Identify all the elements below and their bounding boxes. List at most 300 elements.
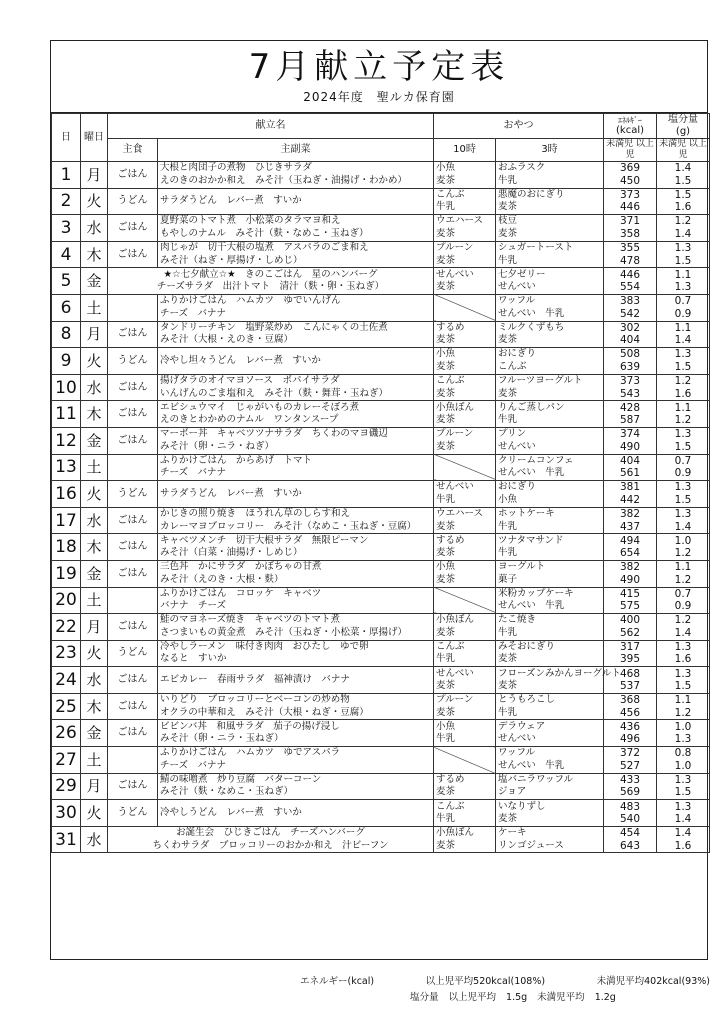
- snack10-cell: [434, 268, 496, 295]
- weekday-cell: 水: [81, 667, 108, 694]
- salt-under-label: 未満児平均: [537, 992, 585, 1003]
- day-cell: 8: [52, 321, 81, 348]
- weekday-cell: 木: [81, 401, 108, 428]
- snack-item: シュガートースト: [498, 242, 574, 254]
- energy-value: 436: [619, 720, 641, 733]
- staple-cell: うどん: [108, 800, 158, 827]
- snack3-cell: [496, 215, 604, 242]
- snack10-cell: [434, 348, 496, 375]
- snack-item: せんべい 牛乳: [498, 467, 565, 479]
- header-weekday: 曜日: [81, 114, 108, 162]
- snack3-cell: [496, 587, 604, 614]
- salt-value: 1.5: [674, 174, 692, 187]
- snack-item: ツナタマサンド: [498, 534, 564, 546]
- main-dish-cell: [158, 640, 434, 667]
- salt-value: 1.3: [674, 508, 692, 521]
- snack-item: 麦茶: [498, 653, 518, 665]
- snack3-cell: [496, 720, 604, 747]
- snack-item: フローズンみかんヨーグルト: [498, 667, 621, 679]
- energy-value: 450: [619, 174, 641, 187]
- energy-cell: [604, 188, 657, 215]
- header-salt-unit: (g): [675, 126, 691, 137]
- main-dish-line: ふりかけごはん コロッケ キャベツ: [160, 587, 322, 599]
- main-dish-cell: [158, 188, 434, 215]
- main-dish-line: えのきとわかめのナムル ワンタンスープ: [160, 414, 339, 426]
- snack10-cell: [434, 826, 496, 853]
- main-dish-line: チーズ バナナ: [160, 307, 227, 319]
- energy-value: 542: [619, 307, 641, 320]
- day-cell: 13: [52, 454, 81, 481]
- main-dish-line: キャベツメンチ 切干大根サラダ 無限ピーマン: [160, 534, 369, 546]
- header-main: 主副菜: [158, 139, 434, 162]
- menu-row: [52, 534, 710, 561]
- energy-value: 554: [619, 281, 641, 294]
- salt-value: 1.3: [674, 773, 692, 786]
- staple-cell: ごはん: [108, 693, 158, 720]
- snack10-cell: [434, 162, 496, 189]
- menu-row: [52, 481, 710, 508]
- snack-item: 麦茶: [436, 839, 456, 851]
- snack-item: おふラスク: [498, 162, 546, 174]
- snack3-cell: [496, 614, 604, 641]
- energy-value: 478: [619, 254, 641, 267]
- snack-item: 麦茶: [498, 201, 518, 213]
- snack10-cell: [434, 188, 496, 215]
- snack-item: フルーツヨーグルト: [498, 375, 583, 387]
- weekday-cell: 火: [81, 640, 108, 667]
- energy-value: 540: [619, 813, 641, 826]
- snack3-cell: [496, 454, 604, 481]
- energy-value: 643: [619, 839, 641, 852]
- snack-item: 牛乳: [498, 254, 518, 266]
- main-dish-line: えのきのおかか和え みそ汁（玉ねぎ・油揚げ・わかめ）: [160, 174, 408, 186]
- snack-item: 牛乳: [498, 520, 518, 532]
- menu-row: [52, 640, 710, 667]
- energy-cell: [604, 401, 657, 428]
- snack-item: せんべい 牛乳: [498, 600, 565, 612]
- snack-item: 麦茶: [436, 440, 456, 452]
- snack3-cell: [496, 268, 604, 295]
- day-cell: 29: [52, 773, 81, 800]
- snack-item: 牛乳: [436, 493, 456, 505]
- snack3-cell: [496, 693, 604, 720]
- weekday-cell: 金: [81, 268, 108, 295]
- snack-item: おにぎり: [498, 348, 537, 360]
- salt-cell: [657, 481, 710, 508]
- snack-item: せんべい: [498, 733, 536, 745]
- energy-cell: [604, 747, 657, 774]
- header-energy: [604, 114, 657, 139]
- snack3-cell: [496, 534, 604, 561]
- snack-item: とうもろこし: [498, 694, 556, 706]
- salt-value: 1.0: [674, 720, 692, 733]
- main-dish-line: エビカレー 春雨サラダ 福神漬け バナナ: [160, 673, 350, 685]
- staple-cell: ごはん: [108, 215, 158, 242]
- main-dish-line: なると すいか: [160, 653, 227, 665]
- energy-value: 456: [619, 706, 641, 719]
- energy-value: 437: [619, 520, 641, 533]
- salt-cell: [657, 614, 710, 641]
- snack-item: 麦茶: [436, 786, 456, 798]
- salt-value: 1.6: [674, 839, 692, 852]
- main-dish-line: さつまいもの黄金煮 みそ汁（玉ねぎ・小松菜・厚揚げ）: [160, 626, 408, 638]
- snack-item: ヨーグルト: [498, 561, 546, 573]
- salt-value: 1.2: [674, 414, 692, 427]
- snack-item: ワッフル: [498, 747, 536, 759]
- snack-item: プルーン: [436, 242, 474, 254]
- weekday-cell: 火: [81, 188, 108, 215]
- snack-item: ウエハース: [436, 215, 484, 227]
- snack10-cell-empty: [434, 454, 496, 481]
- snack-item: 小魚ぼん: [436, 827, 475, 839]
- salt-value: 1.3: [674, 667, 692, 680]
- salt-value: 1.1: [674, 401, 692, 414]
- menu-row: [52, 268, 710, 295]
- snack-item: 牛乳: [436, 733, 456, 745]
- snack3-cell: [496, 773, 604, 800]
- main-dish-line: 冷やし坦々うどん レバー煮 すいか: [160, 354, 321, 366]
- snack-item: デラウェア: [498, 720, 546, 732]
- main-dish-cell: [158, 507, 434, 534]
- header-snack: おやつ: [434, 114, 604, 139]
- weekday-cell: 木: [81, 693, 108, 720]
- salt-value: 1.5: [674, 493, 692, 506]
- staple-cell: ごはん: [108, 507, 158, 534]
- energy-value: 527: [619, 759, 641, 772]
- main-dish-cell: [158, 614, 434, 641]
- energy-value: 433: [619, 773, 641, 786]
- snack10-cell: [434, 560, 496, 587]
- page-title: 7月献立予定表: [248, 47, 510, 87]
- snack-item: 麦茶: [498, 387, 518, 399]
- snack10-cell: [434, 534, 496, 561]
- menu-row: [52, 374, 710, 401]
- snack-item: 麦茶: [498, 227, 518, 239]
- header-salt-sub: 未満児 以上児: [657, 139, 710, 162]
- snack-item: せんべい 牛乳: [498, 307, 565, 319]
- main-dish-line: ふりかけごはん からあげ トマト: [160, 454, 313, 466]
- staple-cell: ごはん: [108, 534, 158, 561]
- weekday-cell: 金: [81, 720, 108, 747]
- main-dish-line: みそ汁（白菜・油揚げ・しめじ）: [160, 547, 303, 559]
- day-cell: 5: [52, 268, 81, 295]
- main-dish-cell: [158, 560, 434, 587]
- snack-item: 麦茶: [436, 227, 456, 239]
- snack-item: 悪魔のおにぎり: [498, 188, 565, 200]
- snack-item: 牛乳: [498, 706, 518, 718]
- snack-item: クリームコンフェ: [498, 454, 574, 466]
- main-dish-cell: [158, 773, 434, 800]
- header-day: 日: [52, 114, 81, 162]
- energy-value: 543: [619, 387, 641, 400]
- main-dish-line: いんげんのごま塩和え みそ汁（麩・舞茸・玉ねぎ）: [160, 387, 389, 399]
- staple-cell: ごはん: [108, 667, 158, 694]
- energy-cell: [604, 215, 657, 242]
- salt-over-label: 以上児平均: [448, 992, 497, 1003]
- snack-item: 枝豆: [498, 215, 518, 227]
- day-cell: 3: [52, 215, 81, 242]
- energy-cell: [604, 614, 657, 641]
- snack-item: プリン: [498, 428, 527, 440]
- day-cell: 26: [52, 720, 81, 747]
- main-dish-line: 大根と肉団子の煮物 ひじきサラダ: [160, 162, 312, 174]
- main-dish-line: ★☆七夕献立☆★ きのこごはん 星のハンバーグ: [163, 268, 378, 280]
- main-dish-cell: [158, 348, 434, 375]
- staple-cell: ごはん: [108, 614, 158, 641]
- snack-item: 麦茶: [436, 520, 456, 532]
- snack-item: するめ: [436, 321, 465, 333]
- day-cell: 11: [52, 401, 81, 428]
- snack3-cell: [496, 800, 604, 827]
- snack-item: 七夕ゼリー: [498, 268, 546, 280]
- snack3-cell: [496, 427, 604, 454]
- salt-value: 1.0: [674, 759, 692, 772]
- day-cell: 31: [52, 826, 81, 853]
- main-dish-cell: [158, 747, 434, 774]
- menu-rows: [52, 162, 710, 853]
- main-dish-cell: [158, 454, 434, 481]
- salt-cell: [657, 534, 710, 561]
- snack10-cell-empty: [434, 747, 496, 774]
- snack10-cell: [434, 321, 496, 348]
- energy-value: 446: [619, 201, 641, 214]
- weekday-cell: 月: [81, 321, 108, 348]
- salt-value: 1.4: [674, 334, 692, 347]
- snack-item: プルーン: [436, 428, 474, 440]
- salt-cell: [657, 640, 710, 667]
- energy-value: 428: [619, 401, 641, 414]
- weekday-cell: 土: [81, 747, 108, 774]
- main-dish-cell: [158, 374, 434, 401]
- snack-item: 小魚ぼん: [436, 614, 475, 626]
- snack3-cell: [496, 294, 604, 321]
- snack10-cell: [434, 720, 496, 747]
- energy-value: 537: [619, 680, 641, 693]
- menu-row: [52, 454, 710, 481]
- snack-item: せんべい: [436, 481, 474, 493]
- energy-value: 358: [619, 227, 641, 240]
- main-dish-line: サラダうどん レバー煮 すいか: [160, 487, 302, 499]
- day-cell: 12: [52, 427, 81, 454]
- snack10-cell: [434, 507, 496, 534]
- main-dish-line: タンドリーチキン 塩野菜炒め こんにゃくの土佐煮: [160, 321, 388, 333]
- energy-cell: [604, 720, 657, 747]
- main-dish-line: 肉じゃが 切干大根の塩煮 アスパラのごま和え: [160, 242, 369, 254]
- main-dish-line: 三色丼 かにサラダ かぼちゃの甘煮: [160, 561, 322, 573]
- salt-cell: [657, 215, 710, 242]
- energy-cell: [604, 427, 657, 454]
- salt-cell: [657, 268, 710, 295]
- salt-value: 1.4: [674, 813, 692, 826]
- snack-item: 麦茶: [436, 334, 456, 346]
- salt-cell: [657, 773, 710, 800]
- salt-value: 1.2: [674, 706, 692, 719]
- staple-cell: ごはん: [108, 241, 158, 268]
- salt-cell: [657, 747, 710, 774]
- snack-item: ホットケーキ: [498, 508, 555, 520]
- energy-cell: [604, 481, 657, 508]
- menu-row: [52, 241, 710, 268]
- snack10-cell-empty: [434, 587, 496, 614]
- day-cell: 6: [52, 294, 81, 321]
- main-dish-cell: [158, 720, 434, 747]
- snack-item: 牛乳: [498, 547, 518, 559]
- snack3-cell: [496, 826, 604, 853]
- snack-item: 麦茶: [436, 360, 456, 372]
- energy-value: 382: [619, 561, 641, 574]
- menu-row: [52, 693, 710, 720]
- menu-row: [52, 401, 710, 428]
- header-energy-sub: 未満児 以上児: [604, 139, 657, 162]
- main-dish-line: お誕生会 ひじきごはん チーズハンバーグ: [176, 827, 365, 839]
- main-dish-line: もやしのナムル みそ汁（麩・なめこ・玉ねぎ）: [160, 227, 369, 239]
- main-dish-cell: [158, 587, 434, 614]
- energy-value: 490: [619, 440, 641, 453]
- salt-value: 1.3: [674, 281, 692, 294]
- snack-item: こんぶ: [498, 360, 527, 372]
- snack-item: たこ焼き: [498, 614, 537, 626]
- energy-value: 374: [619, 428, 641, 441]
- snack-item: せんべい 牛乳: [498, 759, 565, 771]
- salt-value: 1.1: [674, 694, 692, 707]
- snack-item: こんぶ: [436, 800, 465, 812]
- menu-row: [52, 321, 710, 348]
- snack3-cell: [496, 374, 604, 401]
- header-menu: 献立名: [108, 114, 434, 139]
- salt-value: 1.3: [674, 428, 692, 441]
- main-dish-cell: [158, 401, 434, 428]
- salt-value: 1.3: [674, 348, 692, 361]
- main-dish-cell: [108, 826, 434, 853]
- energy-cell: [604, 773, 657, 800]
- main-dish-line: 夏野菜のトマト煮 小松菜のタラマヨ和え: [160, 215, 341, 227]
- snack-item: 小魚: [436, 561, 456, 573]
- weekday-cell: 火: [81, 481, 108, 508]
- staple-cell: ごはん: [108, 321, 158, 348]
- menu-row: [52, 348, 710, 375]
- day-cell: 10: [52, 374, 81, 401]
- menu-row: [52, 800, 710, 827]
- header-staple: 主食: [108, 139, 158, 162]
- menu-row: [52, 747, 710, 774]
- main-dish-line: ちくわサラダ ブロッコリーのおかか和え 汁ビーフン: [152, 839, 389, 851]
- snack-item: 麦茶: [436, 706, 456, 718]
- salt-value: 1.3: [674, 800, 692, 813]
- salt-value: 0.8: [674, 747, 692, 760]
- snack-item: こんぶ: [436, 375, 465, 387]
- snack-item: 麦茶: [436, 547, 456, 559]
- main-dish-line: 冷やしうどん レバー煮 すいか: [160, 806, 302, 818]
- menu-row: [52, 507, 710, 534]
- salt-value: 1.4: [674, 520, 692, 533]
- day-cell: 1: [52, 162, 81, 189]
- salt-cell: [657, 667, 710, 694]
- salt-value: 0.7: [674, 587, 692, 600]
- snack-item: 小魚: [436, 162, 456, 174]
- energy-value: 415: [619, 587, 641, 600]
- snack-item: おにぎり: [498, 481, 537, 493]
- snack-item: ウエハース: [436, 508, 484, 520]
- staple-cell: うどん: [108, 188, 158, 215]
- menu-row: [52, 773, 710, 800]
- salt-cell: [657, 188, 710, 215]
- energy-value: 382: [619, 508, 641, 521]
- menu-row: [52, 215, 710, 242]
- salt-value: 1.5: [674, 680, 692, 693]
- salt-value: 0.9: [674, 600, 692, 613]
- main-dish-line: 揚げタラのオイマヨソース ポパイサラダ: [160, 375, 340, 387]
- snack3-cell: [496, 241, 604, 268]
- title-box: [51, 41, 707, 113]
- snack-item: するめ: [436, 773, 465, 785]
- weekday-cell: 金: [81, 560, 108, 587]
- energy-value: 508: [619, 348, 641, 361]
- weekday-cell: 水: [81, 374, 108, 401]
- energy-value: 483: [619, 800, 641, 813]
- main-dish-cell: [158, 321, 434, 348]
- menu-row: [52, 720, 710, 747]
- snack3-cell: [496, 348, 604, 375]
- energy-cell: [604, 348, 657, 375]
- weekday-cell: 水: [81, 826, 108, 853]
- energy-cell: [604, 507, 657, 534]
- main-dish-line: 鮭のマヨネーズ焼き キャベツのトマト煮: [160, 614, 341, 626]
- main-dish-cell: [158, 215, 434, 242]
- energy-value: 404: [619, 454, 641, 467]
- salt-cell: [657, 507, 710, 534]
- energy-value: 494: [619, 534, 641, 547]
- snack10-cell-empty: [434, 294, 496, 321]
- salt-value: 1.5: [674, 440, 692, 453]
- salt-cell: [657, 241, 710, 268]
- energy-value: 561: [619, 467, 641, 480]
- weekday-cell: 火: [81, 348, 108, 375]
- main-dish-line: 鯖の味噌煮 炒り豆腐 バターコーン: [160, 773, 322, 785]
- snack3-cell: [496, 401, 604, 428]
- main-dish-cell: [158, 693, 434, 720]
- snack-item: プルーン: [436, 694, 474, 706]
- day-cell: 24: [52, 667, 81, 694]
- snack-item: 麦茶: [498, 680, 518, 692]
- salt-value: 1.1: [674, 321, 692, 334]
- salt-over-average: 1.5g: [506, 992, 528, 1003]
- snack10-cell: [434, 667, 496, 694]
- snack10-cell: [434, 693, 496, 720]
- snack-item: 小魚ぼん: [436, 401, 475, 413]
- salt-value: 1.3: [674, 640, 692, 653]
- staple-cell: ごはん: [108, 162, 158, 189]
- snack-item: 牛乳: [498, 174, 518, 186]
- snack-item: 菓子: [498, 573, 518, 585]
- staple-cell: [108, 454, 158, 481]
- main-dish-line: チーズサラダ 出汁トマト 清汁（麩・卵・玉ねぎ）: [156, 281, 385, 293]
- snack3-cell: [496, 640, 604, 667]
- salt-value: 0.9: [674, 467, 692, 480]
- weekday-cell: 水: [81, 215, 108, 242]
- snack10-cell: [434, 481, 496, 508]
- snack-item: 小魚: [498, 493, 518, 505]
- salt-value: 1.2: [674, 375, 692, 388]
- main-dish-line: 冷やしラーメン 味付き肉肉 おひたし ゆで卵: [160, 640, 369, 652]
- energy-value: 381: [619, 481, 641, 494]
- main-dish-line: みそ汁（麩・なめこ・玉ねぎ）: [160, 786, 294, 798]
- header-energy-label: ｴﾈﾙｷﾞｰ: [618, 115, 642, 125]
- main-dish-line: バナナ チーズ: [160, 600, 227, 612]
- staple-cell: ごはん: [108, 560, 158, 587]
- snack10-cell: [434, 374, 496, 401]
- salt-value: 1.5: [674, 188, 692, 201]
- snack-item: 小魚: [436, 348, 456, 360]
